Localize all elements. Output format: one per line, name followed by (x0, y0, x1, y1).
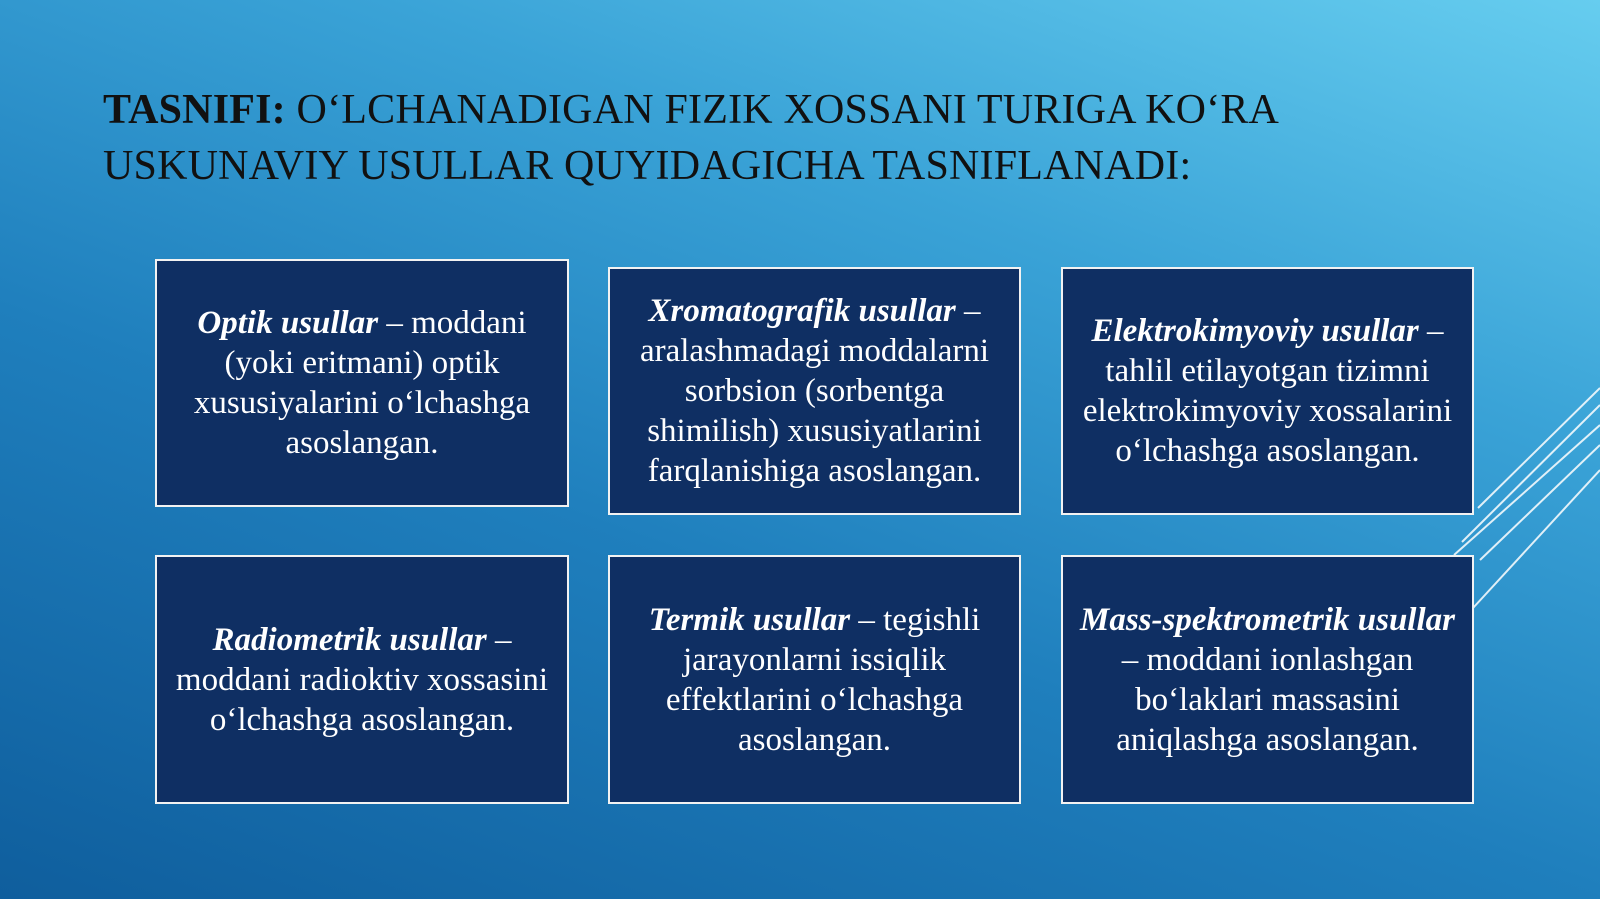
title-rest: O‘LCHANADIGAN FIZIK XOSSANI TURIGA KO‘RA USKUNAVIY USULLAR QUYIDAGICHA TASNIFLANADI: (103, 87, 1277, 189)
card-term: Xromatografik usullar (648, 293, 956, 329)
card-optik (155, 259, 569, 507)
card-xromatografik (608, 267, 1021, 515)
card-mass-spektrometrik (1061, 555, 1474, 804)
card-text (624, 600, 1005, 760)
card-desc: – aralashmadagi moddalarni sorbsion (sorbentga shimilish) xususiyatlarini farqlanishiga asoslangan. (639, 293, 990, 489)
card-desc: – moddani (yoki eritmani) optik xususiyalarini o‘lchashga asoslangan. (193, 305, 531, 461)
card-desc: – moddani radioktiv xossasini o‘lchashga asoslangan. (175, 621, 549, 738)
card-term: Radiometrik usullar (212, 621, 487, 658)
card-text (1077, 311, 1458, 471)
card-term: Elektrokimyoviy usullar (1091, 313, 1419, 349)
card-radiometrik (155, 555, 569, 804)
card-termik (608, 555, 1021, 804)
card-text (171, 303, 553, 463)
card-text (624, 291, 1005, 491)
card-term: Mass-spektrometrik usullar (1080, 601, 1455, 638)
card-elektrokimyoviy (1061, 267, 1474, 515)
title-lead: TASNIFI: (103, 87, 286, 133)
card-desc: – tahlil etilayotgan tizimni elektrokimyoviy xossalarini o‘lchashga asoslangan. (1082, 313, 1453, 469)
slide-title (103, 82, 1523, 194)
card-desc: – moddani ionlashgan bo‘laklari massasini aniqlashga asoslangan. (1116, 641, 1419, 758)
card-desc: – tegishli jarayonlarni issiqlik effektlarini o‘lchashga asoslangan. (665, 601, 981, 758)
card-text (171, 620, 553, 740)
card-term: Termik usullar (648, 601, 851, 638)
card-text (1077, 600, 1458, 760)
card-term: Optik usullar (197, 305, 379, 341)
